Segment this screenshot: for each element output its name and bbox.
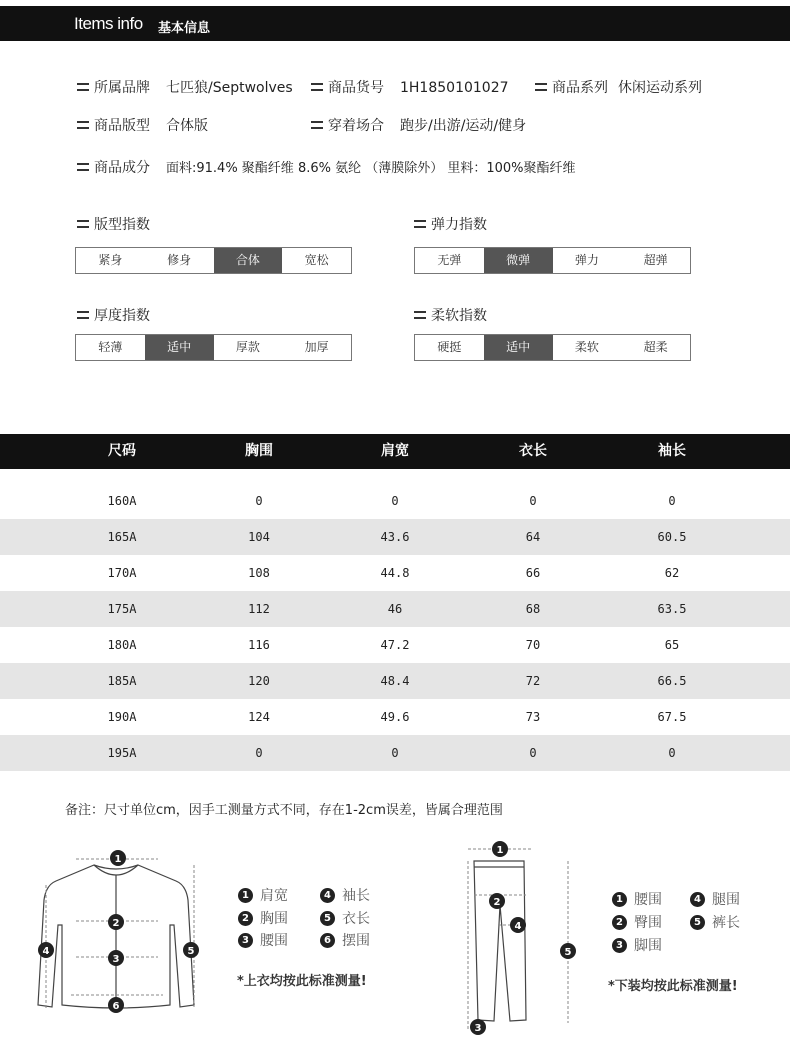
table-cell: 190A <box>107 710 137 724</box>
scale-cell: 合体 <box>214 248 283 273</box>
index-title-fit: 版型指数 <box>77 214 150 234</box>
items-info-header <box>0 6 790 41</box>
occasion-label: 穿着场合 <box>328 118 384 134</box>
equals-icon <box>311 121 323 129</box>
info-fit <box>77 115 208 135</box>
table-cell: 47.2 <box>380 638 410 652</box>
table-row <box>0 591 790 627</box>
table-cell: 67.5 <box>657 710 687 724</box>
equals-icon <box>77 220 89 228</box>
table-cell: 0 <box>255 746 263 760</box>
table-cell: 170A <box>107 566 137 580</box>
info-material <box>77 157 576 177</box>
scale-cell: 适中 <box>145 335 214 360</box>
equals-icon <box>77 121 89 129</box>
info-sku <box>311 77 509 97</box>
table-cell: 43.6 <box>380 530 410 544</box>
table-cell: 0 <box>255 494 263 508</box>
size-table-header <box>0 434 790 469</box>
pants-measure-diagram <box>462 835 587 1035</box>
table-cell: 0 <box>391 494 399 508</box>
svg-text:5: 5 <box>187 946 195 957</box>
scale-cell: 柔软 <box>574 340 599 354</box>
table-cell: 124 <box>248 710 270 724</box>
table-cell: 63.5 <box>657 602 687 616</box>
svg-text:2: 2 <box>112 918 120 929</box>
top-legend-4: 4 袖长 <box>320 885 370 905</box>
table-cell: 65 <box>664 638 680 652</box>
series-label: 商品系列 <box>552 80 608 96</box>
measurement-note: 备注：尺寸单位cm，因手工测量方式不同，存在1-2cm误差，皆属合理范围 <box>65 803 503 818</box>
bottom-legend-1: 1 腰围 <box>612 889 662 909</box>
stretch-index-scale <box>414 247 691 274</box>
table-cell: 66.5 <box>657 674 687 688</box>
info-brand <box>77 77 293 97</box>
top-legend-6: 6 摆围 <box>320 930 370 950</box>
svg-text:3: 3 <box>474 1023 482 1034</box>
scale-cell: 修身 <box>167 253 192 267</box>
table-cell: 116 <box>248 638 270 652</box>
table-row <box>0 627 790 663</box>
equals-icon <box>77 163 89 171</box>
table-cell: 48.4 <box>380 674 410 688</box>
table-row <box>0 519 790 555</box>
table-cell: 64 <box>525 530 541 544</box>
table-cell: 104 <box>248 530 270 544</box>
equals-icon <box>77 311 89 319</box>
scale-cell: 超柔 <box>643 340 668 354</box>
thickness-index-scale <box>75 334 352 361</box>
table-cell: 0 <box>391 746 399 760</box>
table-cell: 112 <box>248 602 270 616</box>
sku-label: 商品货号 <box>328 80 384 96</box>
scale-cell: 无弹 <box>437 253 462 267</box>
equals-icon <box>77 83 89 91</box>
index-title-thickness: 厚度指数 <box>77 305 150 325</box>
shirt-measure-diagram <box>36 845 206 1020</box>
fit-label: 商品版型 <box>94 118 150 134</box>
series-value: 休闲运动系列 <box>618 80 702 96</box>
table-cell: 49.6 <box>380 710 410 724</box>
table-cell: 0 <box>529 494 537 508</box>
table-cell: 72 <box>525 674 541 688</box>
fit-value: 合体版 <box>166 118 208 134</box>
table-cell: 165A <box>107 530 137 544</box>
bottom-legend-3: 3 脚围 <box>612 935 662 955</box>
svg-text:3: 3 <box>112 954 120 965</box>
table-cell: 46 <box>387 602 403 616</box>
brand-value: 七匹狼/Septwolves <box>166 80 293 96</box>
equals-icon <box>414 220 426 228</box>
equals-icon <box>535 83 547 91</box>
table-cell: 44.8 <box>380 566 410 580</box>
table-cell: 120 <box>248 674 270 688</box>
table-cell: 0 <box>668 494 676 508</box>
scale-cell: 轻薄 <box>98 340 123 354</box>
svg-text:1: 1 <box>496 845 504 856</box>
index-title-stretch: 弹力指数 <box>414 214 487 234</box>
table-row <box>0 555 790 591</box>
table-cell: 66 <box>525 566 541 580</box>
table-cell: 0 <box>529 746 537 760</box>
table-cell: 160A <box>107 494 137 508</box>
bottom-legend-2: 2 臀围 <box>612 912 662 932</box>
scale-cell: 宽松 <box>304 253 329 267</box>
bottom-legend-4: 4 腿围 <box>690 889 740 909</box>
svg-text:5: 5 <box>564 947 572 958</box>
header-title-cn: 基本信息 <box>158 21 211 36</box>
table-cell: 60.5 <box>657 530 687 544</box>
material-value: 面料:91.4% 聚酯纤维 8.6% 氨纶 （薄膜除外） 里料：100%聚酯纤维 <box>166 161 576 176</box>
table-row <box>0 483 790 519</box>
col-header: 尺码 <box>108 443 136 459</box>
col-header: 胸围 <box>245 443 273 459</box>
table-row <box>0 699 790 735</box>
table-cell: 62 <box>664 566 680 580</box>
table-cell: 68 <box>525 602 541 616</box>
col-header: 袖长 <box>658 443 686 459</box>
scale-cell: 加厚 <box>304 340 329 354</box>
col-header: 衣长 <box>519 443 547 459</box>
table-cell: 70 <box>525 638 541 652</box>
sku-value: 1H1850101027 <box>400 80 509 96</box>
material-label: 商品成分 <box>94 160 150 176</box>
scale-cell: 紧身 <box>98 253 123 267</box>
table-row <box>0 735 790 771</box>
table-cell: 108 <box>248 566 270 580</box>
info-series <box>535 77 702 97</box>
occasion-value: 跑步/出游/运动/健身 <box>400 118 527 134</box>
scale-cell: 超弹 <box>643 253 668 267</box>
scale-cell: 厚款 <box>235 340 260 354</box>
bottom-legend-5: 5 裤长 <box>690 912 740 932</box>
equals-icon <box>414 311 426 319</box>
top-legend-2: 2 胸围 <box>238 908 288 928</box>
top-legend-5: 5 衣长 <box>320 908 370 928</box>
scale-cell: 弹力 <box>574 253 599 267</box>
softness-index-scale <box>414 334 691 361</box>
info-occasion <box>311 115 526 135</box>
table-cell: 195A <box>107 746 137 760</box>
scale-cell: 适中 <box>484 335 553 360</box>
top-legend-1: 1 肩宽 <box>238 885 288 905</box>
svg-text:6: 6 <box>112 1001 120 1012</box>
equals-icon <box>311 83 323 91</box>
scale-cell: 硬挺 <box>437 340 462 354</box>
index-title-softness: 柔软指数 <box>414 305 487 325</box>
bottom-standard-note: *下装均按此标准测量! <box>608 979 738 994</box>
svg-text:2: 2 <box>493 897 501 908</box>
brand-label: 所属品牌 <box>94 80 150 96</box>
top-standard-note: *上衣均按此标准测量! <box>237 974 367 989</box>
svg-text:4: 4 <box>42 946 50 957</box>
table-cell: 0 <box>668 746 676 760</box>
table-cell: 175A <box>107 602 137 616</box>
scale-cell: 微弹 <box>484 248 553 273</box>
top-legend-3: 3 腰围 <box>238 930 288 950</box>
table-row <box>0 663 790 699</box>
svg-text:4: 4 <box>514 921 522 932</box>
header-title-en: Items info <box>74 14 143 33</box>
table-cell: 185A <box>107 674 137 688</box>
fit-index-scale <box>75 247 352 274</box>
svg-text:1: 1 <box>114 854 122 865</box>
col-header: 肩宽 <box>381 443 409 459</box>
table-cell: 180A <box>107 638 137 652</box>
table-cell: 73 <box>525 710 541 724</box>
